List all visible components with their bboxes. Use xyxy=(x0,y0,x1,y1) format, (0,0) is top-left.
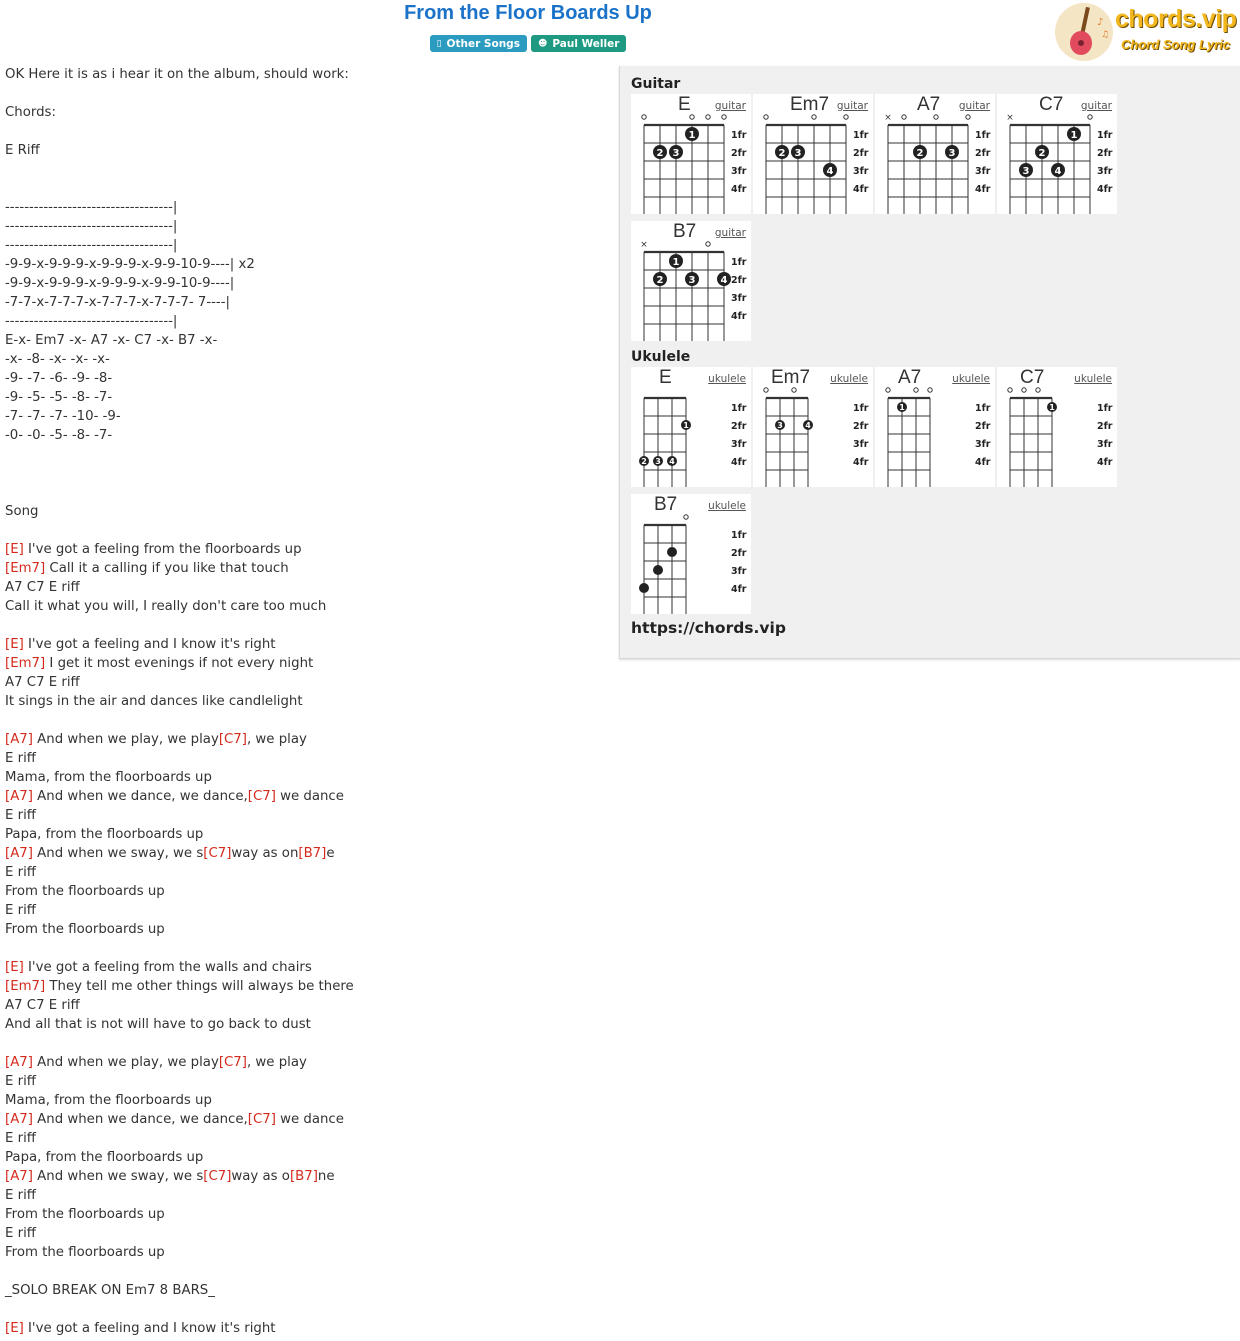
instrument-link[interactable]: guitar xyxy=(714,100,746,112)
lyric-line xyxy=(5,521,605,540)
lyric-line xyxy=(5,407,605,426)
finger-number: 2 xyxy=(778,148,786,159)
lyric-text: From the floorboards up xyxy=(5,1245,165,1260)
instrument-link[interactable]: guitar xyxy=(958,100,990,112)
lyric-text: I've got a feeling from the floorboards up xyxy=(23,542,302,557)
lyric-text: , we play xyxy=(246,1055,307,1070)
chord-name: B7 xyxy=(673,221,697,242)
finger-number: 3 xyxy=(688,275,696,286)
muted-string-marker: × xyxy=(1006,113,1014,123)
fret-label: 3fr xyxy=(731,566,747,577)
fret-label: 4fr xyxy=(1097,184,1113,195)
lyric-text: Papa, from the floorboards up xyxy=(5,827,204,842)
fret-label: 4fr xyxy=(853,184,869,195)
lyric-line xyxy=(5,597,605,616)
lyric-text: I've got a feeling from the walls and chairs xyxy=(23,960,312,975)
lyric-text: -0- -0- -5- -8- -7- xyxy=(5,428,113,443)
lyric-line xyxy=(5,1110,605,1129)
lyric-line xyxy=(5,863,605,882)
fret-label: 3fr xyxy=(731,439,747,450)
fret-label: 2fr xyxy=(731,421,747,432)
fret-label: 3fr xyxy=(975,439,991,450)
fret-label: 4fr xyxy=(731,184,747,195)
book-icon: ▯ xyxy=(436,38,442,49)
lyric-text: E riff xyxy=(5,1074,36,1089)
lyric-text: -9- -5- -5- -8- -7- xyxy=(5,390,113,405)
lyric-text: Chords: xyxy=(5,105,56,120)
finger-number: 3 xyxy=(777,421,783,430)
guitar-logo-icon xyxy=(1055,3,1113,61)
lyric-line xyxy=(5,787,605,806)
fret-label: 1fr xyxy=(1097,130,1113,141)
fret-label: 2fr xyxy=(1097,421,1113,432)
chord-link[interactable]: [A7] xyxy=(5,1169,33,1184)
guitar-heading: Guitar xyxy=(631,76,681,92)
lyric-line xyxy=(5,502,605,521)
fret-label: 4fr xyxy=(731,584,747,595)
lyric-line xyxy=(5,996,605,1015)
finger-number: 1 xyxy=(1049,403,1055,412)
finger-number: 1 xyxy=(1070,130,1078,141)
site-url-link[interactable]: https://chords.vip xyxy=(631,619,786,637)
lyric-line xyxy=(5,654,605,673)
fret-label: 1fr xyxy=(1097,403,1113,414)
lyric-line xyxy=(5,179,605,198)
instrument-link[interactable]: ukulele xyxy=(830,373,868,385)
fret-label: 4fr xyxy=(975,184,991,195)
open-string-marker xyxy=(706,115,710,119)
chord-link[interactable]: [C7] xyxy=(247,1112,276,1127)
chord-card-ukulele-c7[interactable] xyxy=(997,367,1117,487)
lyric-text: From the floorboards up xyxy=(5,884,165,899)
lyric-text: From the floorboards up xyxy=(5,1207,165,1222)
lyric-line xyxy=(5,65,605,84)
chord-link[interactable]: [C7] xyxy=(218,1055,247,1070)
lyric-line xyxy=(5,1300,605,1319)
open-string-marker xyxy=(722,115,726,119)
chord-name: E xyxy=(678,94,691,115)
fret-label: 2fr xyxy=(731,275,747,286)
lyrics-body xyxy=(5,65,605,1338)
lyric-text: way as on xyxy=(231,846,299,861)
fret-label: 3fr xyxy=(853,166,869,177)
lyric-line xyxy=(5,1072,605,1091)
fret-label: 2fr xyxy=(975,421,991,432)
lyric-text: -----------------------------------| xyxy=(5,200,178,215)
lyric-line xyxy=(5,768,605,787)
lyric-text: -----------------------------------| xyxy=(5,238,178,253)
lyric-text: way as o xyxy=(231,1169,290,1184)
lyric-text: And when we sway, we s xyxy=(32,846,204,861)
lyric-line xyxy=(5,1186,605,1205)
lyric-text: E-x- Em7 -x- A7 -x- C7 -x- B7 -x- xyxy=(5,333,218,348)
lyric-text: -9-9-x-9-9-9-x-9-9-9-x-9-9-10-9----| xyxy=(5,276,235,291)
lyric-text: -x- -8- -x- -x- -x- xyxy=(5,352,110,367)
chord-link[interactable]: [B7] xyxy=(298,846,327,861)
finger-number: 1 xyxy=(899,403,905,412)
fret-label: 1fr xyxy=(853,130,869,141)
lyric-line xyxy=(5,1015,605,1034)
finger-number: 2 xyxy=(1038,148,1046,159)
open-string-marker xyxy=(642,115,646,119)
lyric-line xyxy=(5,1224,605,1243)
lyric-line xyxy=(5,901,605,920)
open-string-marker xyxy=(886,388,890,392)
chord-name: C7 xyxy=(1020,367,1045,388)
fret-label: 3fr xyxy=(975,166,991,177)
fret-label: 1fr xyxy=(731,530,747,541)
chord-link[interactable]: [C7] xyxy=(203,1169,232,1184)
fret-label: 1fr xyxy=(975,403,991,414)
finger-number: 1 xyxy=(672,257,680,268)
lyric-text: And when we play, we play xyxy=(32,732,219,747)
open-string-marker xyxy=(966,115,970,119)
artist-label: Paul Weller xyxy=(552,37,620,50)
fret-label: 1fr xyxy=(731,403,747,414)
logo-text: chords.vip xyxy=(1115,5,1237,33)
lyric-text: -9- -7- -6- -9- -8- xyxy=(5,371,113,386)
lyric-line xyxy=(5,1167,605,1186)
chord-link[interactable]: [A7] xyxy=(5,846,33,861)
lyric-text: E riff xyxy=(5,1188,36,1203)
fret-label: 2fr xyxy=(853,148,869,159)
open-string-marker xyxy=(928,388,932,392)
chord-card-ukulele-e[interactable] xyxy=(631,367,751,487)
fret-label: 4fr xyxy=(731,457,747,468)
other-songs-label: Other Songs xyxy=(446,37,520,50)
lyric-text: we dance xyxy=(275,1112,344,1127)
open-string-marker xyxy=(1088,115,1092,119)
finger-number: 3 xyxy=(672,148,680,159)
chord-diagram-a7 xyxy=(875,367,995,487)
lyric-text: _SOLO BREAK ON Em7 8 BARS_ xyxy=(5,1283,215,1298)
lyric-text: And when we sway, we s xyxy=(32,1169,204,1184)
lyric-text: E riff xyxy=(5,751,36,766)
lyric-line xyxy=(5,1034,605,1053)
lyric-line xyxy=(5,84,605,103)
lyric-line xyxy=(5,616,605,635)
chord-link[interactable]: [A7] xyxy=(5,1055,33,1070)
finger-dot xyxy=(653,565,663,575)
chord-link[interactable]: [E] xyxy=(5,960,24,975)
finger-number: 3 xyxy=(948,148,956,159)
chord-link[interactable]: [E] xyxy=(5,542,24,557)
finger-number: 4 xyxy=(720,275,728,286)
lyric-text: E riff xyxy=(5,1226,36,1241)
chord-card-guitar-c7[interactable] xyxy=(997,94,1117,214)
lyric-text: And when we play, we play xyxy=(32,1055,219,1070)
chord-diagram-b7 xyxy=(631,494,751,614)
lyric-text: Call it what you will, I really don't care too much xyxy=(5,599,327,614)
fret-label: 2fr xyxy=(731,548,747,559)
chord-link[interactable]: [C7] xyxy=(203,846,232,861)
chord-link[interactable]: [E] xyxy=(5,1321,24,1336)
lyric-text: And when we dance, we dance, xyxy=(32,1112,248,1127)
instrument-link[interactable]: ukulele xyxy=(708,500,746,512)
lyric-text: E riff xyxy=(5,808,36,823)
open-string-marker xyxy=(764,388,768,392)
lyric-line xyxy=(5,274,605,293)
fret-label: 3fr xyxy=(853,439,869,450)
lyric-line xyxy=(5,844,605,863)
logo-subtitle: Chord Song Lyric xyxy=(1121,37,1231,52)
instrument-link[interactable]: guitar xyxy=(1080,100,1112,112)
finger-number: 3 xyxy=(1022,166,1030,177)
finger-number: 2 xyxy=(641,457,647,466)
lyric-text: we dance xyxy=(275,789,344,804)
lyric-line xyxy=(5,578,605,597)
lyric-line xyxy=(5,160,605,179)
chord-link[interactable]: [A7] xyxy=(5,732,33,747)
fret-label: 2fr xyxy=(731,148,747,159)
lyric-text: -7-7-x-7-7-7-x-7-7-7-x-7-7-7- 7----| xyxy=(5,295,230,310)
lyric-text: Mama, from the floorboards up xyxy=(5,770,212,785)
person-icon: ☻ xyxy=(537,38,548,49)
lyric-line xyxy=(5,1148,605,1167)
lyric-text: -9-9-x-9-9-9-x-9-9-9-x-9-9-10-9----| x2 xyxy=(5,257,255,272)
fret-label: 2fr xyxy=(853,421,869,432)
finger-number: 4 xyxy=(805,421,811,430)
lyric-text: -7- -7- -7- -10- -9- xyxy=(5,409,121,424)
chord-card-ukulele-em7[interactable] xyxy=(753,367,873,487)
chord-card-ukulele-a7[interactable] xyxy=(875,367,995,487)
finger-number: 4 xyxy=(826,166,834,177)
lyric-line xyxy=(5,1243,605,1262)
lyric-text: From the floorboards up xyxy=(5,922,165,937)
lyric-text: OK Here it is as i hear it on the album, should work: xyxy=(5,67,349,82)
lyric-text: A7 C7 E riff xyxy=(5,675,80,690)
lyric-text: Papa, from the floorboards up xyxy=(5,1150,204,1165)
chord-diagram-c7 xyxy=(997,367,1117,487)
lyric-line xyxy=(5,464,605,483)
lyric-line xyxy=(5,977,605,996)
lyric-text: E Riff xyxy=(5,143,40,158)
lyric-text: Call it a calling if you like that touch xyxy=(45,561,289,576)
other-songs-badge[interactable] xyxy=(430,35,527,52)
lyric-line xyxy=(5,388,605,407)
instrument-link[interactable]: guitar xyxy=(836,100,868,112)
finger-number: 2 xyxy=(916,148,924,159)
lyric-line xyxy=(5,236,605,255)
lyric-text: I've got a feeling and I know it's right xyxy=(23,637,276,652)
finger-number: 4 xyxy=(1054,166,1062,177)
instrument-link[interactable]: ukulele xyxy=(952,373,990,385)
chord-link[interactable]: [Em7] xyxy=(5,656,46,671)
svg-text:♫: ♫ xyxy=(1101,30,1110,40)
lyric-text: It sings in the air and dances like candlelight xyxy=(5,694,303,709)
muted-string-marker: × xyxy=(884,113,892,123)
instrument-link[interactable]: ukulele xyxy=(708,373,746,385)
fret-label: 2fr xyxy=(975,148,991,159)
lyric-text: And all that is not will have to go back to dust xyxy=(5,1017,311,1032)
fret-label: 4fr xyxy=(853,457,869,468)
chord-name: Em7 xyxy=(771,367,811,388)
lyric-text: E riff xyxy=(5,1131,36,1146)
song-title[interactable]: From the Floor Boards Up xyxy=(404,2,652,24)
lyric-line xyxy=(5,730,605,749)
lyric-line xyxy=(5,350,605,369)
lyric-line xyxy=(5,369,605,388)
badge-row xyxy=(300,35,756,52)
lyric-line xyxy=(5,825,605,844)
open-string-marker xyxy=(684,515,688,519)
lyric-text: E riff xyxy=(5,903,36,918)
fret-label: 3fr xyxy=(731,293,747,304)
chord-name: E xyxy=(659,367,672,388)
fret-label: 1fr xyxy=(731,130,747,141)
lyric-line xyxy=(5,331,605,350)
finger-number: 2 xyxy=(656,148,664,159)
lyric-line xyxy=(5,293,605,312)
artist-badge[interactable] xyxy=(531,35,626,52)
lyric-line xyxy=(5,1129,605,1148)
fret-label: 4fr xyxy=(1097,457,1113,468)
finger-number: 3 xyxy=(655,457,661,466)
lyric-line xyxy=(5,217,605,236)
chord-card-ukulele-b7[interactable] xyxy=(631,494,751,614)
fret-label: 4fr xyxy=(975,457,991,468)
chord-link[interactable]: [A7] xyxy=(5,1112,33,1127)
lyric-line xyxy=(5,122,605,141)
lyric-line xyxy=(5,806,605,825)
instrument-link[interactable]: ukulele xyxy=(1074,373,1112,385)
lyric-line xyxy=(5,1319,605,1338)
chord-link[interactable]: [A7] xyxy=(5,789,33,804)
lyric-text: e xyxy=(326,846,335,861)
lyric-text: -----------------------------------| xyxy=(5,314,178,329)
chord-card-guitar-a7[interactable] xyxy=(875,94,995,214)
lyric-line xyxy=(5,540,605,559)
svg-text:♪: ♪ xyxy=(1097,17,1104,28)
lyric-line xyxy=(5,141,605,160)
lyric-line xyxy=(5,882,605,901)
lyric-line xyxy=(5,1281,605,1300)
open-string-marker xyxy=(844,115,848,119)
lyric-line xyxy=(5,673,605,692)
fret-label: 1fr xyxy=(731,257,747,268)
fret-label: 3fr xyxy=(1097,166,1113,177)
lyric-line xyxy=(5,1053,605,1072)
chord-name: A7 xyxy=(898,367,922,388)
lyric-text: I've got a feeling and I know it's right xyxy=(23,1321,276,1336)
fret-label: 4fr xyxy=(731,311,747,322)
open-string-marker xyxy=(764,115,768,119)
fret-label: 1fr xyxy=(975,130,991,141)
chord-card-guitar-em7[interactable] xyxy=(753,94,873,214)
chord-diagram-e xyxy=(631,94,751,214)
lyric-line xyxy=(5,1091,605,1110)
finger-number: 3 xyxy=(794,148,802,159)
site-logo[interactable] xyxy=(1055,3,1235,63)
fret-label: 3fr xyxy=(1097,439,1113,450)
lyric-text: I get it most evenings if not every night xyxy=(45,656,314,671)
chord-link[interactable]: [Em7] xyxy=(5,979,46,994)
lyric-line xyxy=(5,711,605,730)
lyric-text: A7 C7 E riff xyxy=(5,998,80,1013)
lyric-text: ne xyxy=(317,1169,335,1184)
lyric-line xyxy=(5,1205,605,1224)
lyric-text: And when we dance, we dance, xyxy=(32,789,248,804)
lyric-line xyxy=(5,635,605,654)
lyric-line xyxy=(5,749,605,768)
lyric-line xyxy=(5,920,605,939)
muted-string-marker: × xyxy=(640,240,648,250)
fret-label: 2fr xyxy=(1097,148,1113,159)
chord-diagram-panel xyxy=(619,66,1240,659)
chord-link[interactable]: [C7] xyxy=(218,732,247,747)
chord-link[interactable]: [C7] xyxy=(247,789,276,804)
lyric-line xyxy=(5,445,605,464)
chord-name: C7 xyxy=(1039,94,1064,115)
lyric-text: -----------------------------------| xyxy=(5,219,178,234)
chord-name: A7 xyxy=(917,94,941,115)
lyric-line xyxy=(5,426,605,445)
lyric-line xyxy=(5,1262,605,1281)
lyric-text: , we play xyxy=(246,732,307,747)
lyric-line xyxy=(5,692,605,711)
instrument-link[interactable]: guitar xyxy=(714,227,746,239)
finger-dot xyxy=(667,547,677,557)
lyric-text: A7 C7 E riff xyxy=(5,580,80,595)
lyric-line xyxy=(5,958,605,977)
lyric-text: They tell me other things will always be there xyxy=(45,979,354,994)
lyric-text: Mama, from the floorboards up xyxy=(5,1093,212,1108)
ukulele-heading: Ukulele xyxy=(631,349,691,365)
chord-link[interactable]: [E] xyxy=(5,637,24,652)
chord-card-guitar-b7[interactable] xyxy=(631,221,751,341)
fret-label: 1fr xyxy=(853,403,869,414)
lyric-text: E riff xyxy=(5,865,36,880)
open-string-marker xyxy=(1008,388,1012,392)
lyric-line xyxy=(5,103,605,122)
finger-number: 4 xyxy=(669,457,675,466)
lyric-line xyxy=(5,559,605,578)
lyric-text: Song xyxy=(5,504,39,519)
chord-diagram-e xyxy=(631,367,751,487)
lyric-line xyxy=(5,312,605,331)
chord-name: Em7 xyxy=(790,94,830,115)
fret-label: 3fr xyxy=(731,166,747,177)
lyric-line xyxy=(5,483,605,502)
open-string-marker xyxy=(902,115,906,119)
chord-name: B7 xyxy=(654,494,678,515)
lyric-line xyxy=(5,198,605,217)
finger-number: 2 xyxy=(656,275,664,286)
chord-link[interactable]: [B7] xyxy=(289,1169,318,1184)
finger-number: 1 xyxy=(688,130,696,141)
finger-number: 1 xyxy=(683,421,689,430)
lyric-line xyxy=(5,939,605,958)
open-string-marker xyxy=(706,242,710,246)
lyric-line xyxy=(5,255,605,274)
chord-card-guitar-e[interactable] xyxy=(631,94,751,214)
chord-link[interactable]: [Em7] xyxy=(5,561,46,576)
finger-dot xyxy=(639,583,649,593)
